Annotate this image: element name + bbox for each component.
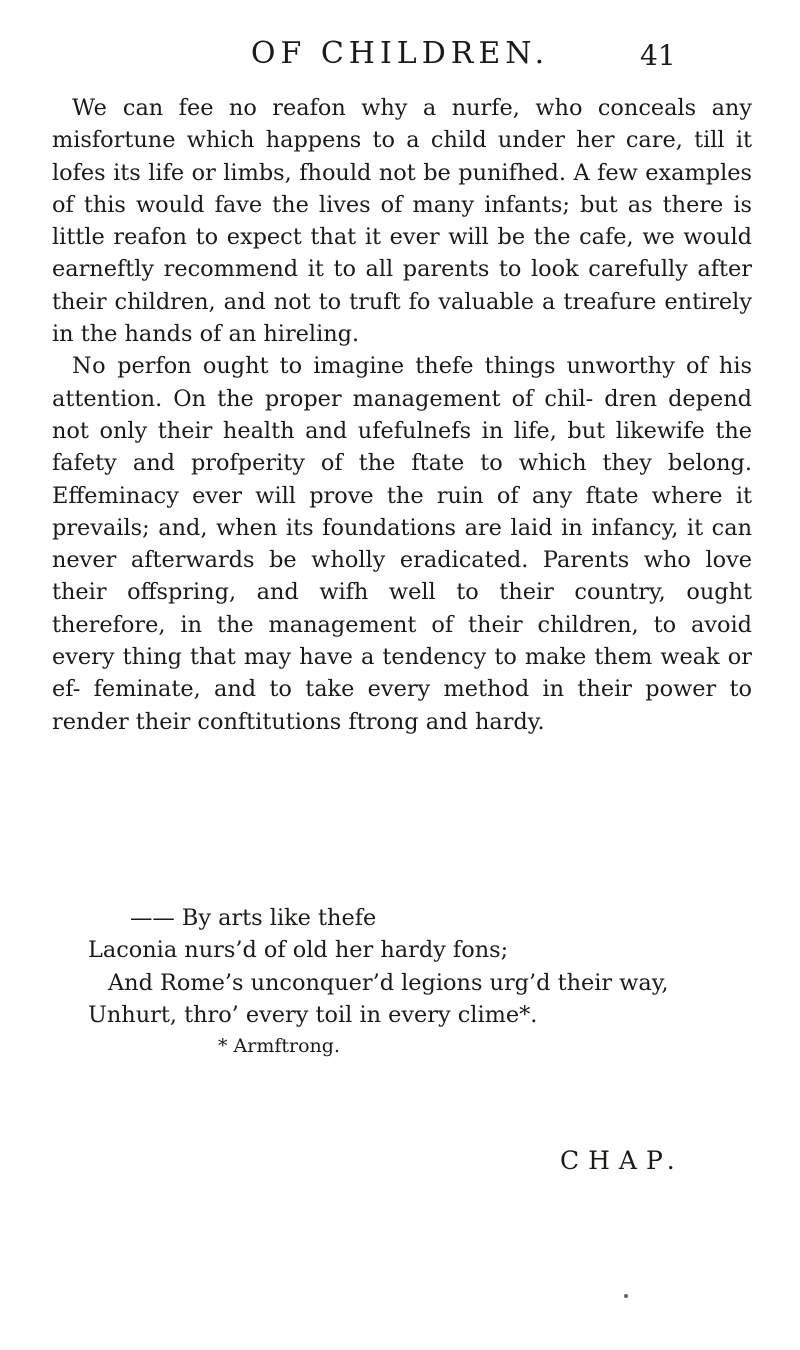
verse-line: Unhurt, thro’ every toil in every clime*. (88, 1002, 538, 1029)
page-number: 41 (640, 39, 676, 72)
running-title: OF CHILDREN. (250, 36, 550, 71)
paragraph-1 (52, 92, 752, 350)
body-text (52, 92, 752, 738)
ink-speck (624, 1294, 628, 1298)
paragraph-2 (52, 350, 752, 738)
verse-quotation (52, 902, 752, 1032)
paragraph-lead: No (72, 353, 107, 380)
paragraph-text: can fee no reafon why a nurfe, who conceals any misfortune which happens to a child under her care, till it lofes its life or limbs, fhould not be punifhed. A few examples of this would fave the lives of many infants; but as there is little reafon to expect that it ever will be the cafe, we would earneftly recommend it to all parents to look carefully after their children, and not to truft fo valuable a treafure entirely in the hands of an hireling. (52, 95, 752, 348)
paragraph-text: perfon ought to imagine thefe things unworthy of his attention. On the proper management of chil- dren depend not only their health and ufefulnefs in life, but likewife the fafety and profperity of the ftate to which they belong. Effeminacy ever will prove the ruin of any ftate where it prevails; and, when its foundations are laid in infancy, it can never afterwards be wholly eradicated. Parents who love their offspring, and wifh well to their country, ought therefore, in the management of their children, to avoid every thing that may have a tendency to make them weak or ef- feminate, and to take every method in their power to render their conftitutions ftrong and hardy. (52, 353, 752, 735)
verse-line: —— By arts like thefe (130, 905, 377, 931)
paragraph-lead: We (72, 95, 108, 121)
running-head (0, 34, 800, 74)
catchword: CHAP. (560, 1146, 684, 1175)
verse-line: And Rome’s unconquer’d legions urg’d their way, (108, 969, 669, 996)
footnote: * Armftrong. (218, 1035, 340, 1057)
verse-line: Laconia nurs’d of old her hardy fons; (88, 937, 509, 964)
